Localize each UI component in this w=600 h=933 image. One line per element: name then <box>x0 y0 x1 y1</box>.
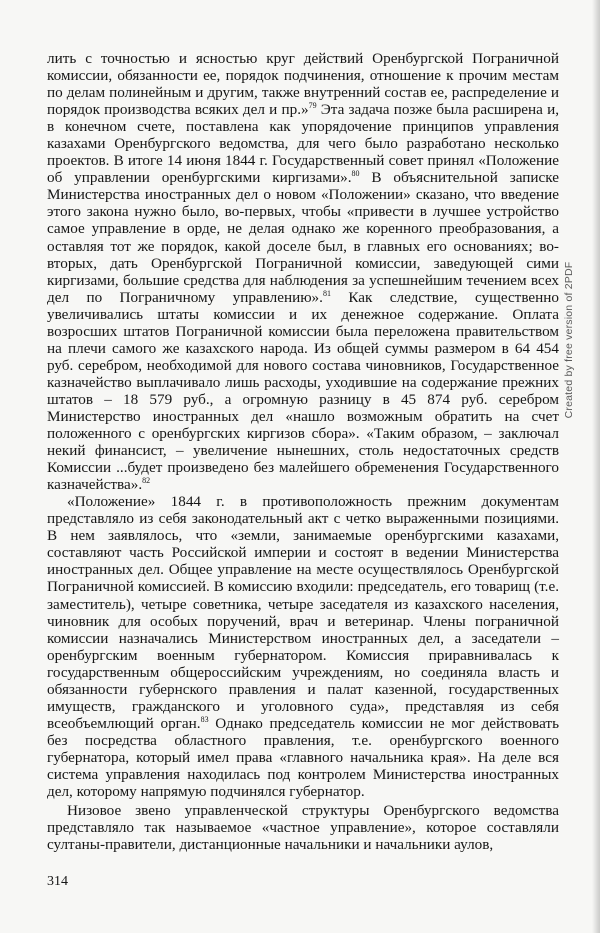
footnote-ref-80: 80 <box>351 169 360 179</box>
paragraph-2-run-2: Однако председатель комиссии не мог действовать без посредства областного правления, т.е. оренбургского военного губернатора, который имел права «главного начальника края». На деле вся система управления находилась под контролем Министерства иностранных дел, которому напрямую подчинялся губернатор. <box>47 714 559 801</box>
paragraph-1-run-1: лить с точностью и ясностью круг действий Оренбургской Пограничной комиссии, обязанности ее, порядок подчинения, отношение к прочим местам по делам полинейным и другим, также внутренний состав ее, распределение и порядок производства всяких дел и пр.» <box>47 50 559 119</box>
scan-edge-shadow <box>592 0 600 933</box>
footnote-ref-82: 82 <box>142 476 151 486</box>
paragraph-1-run-4: Как следствие, существенно увеличивались штаты комиссии и их денежное содержание. Оплата возросших штатов Пограничной комиссии была переложена правительством на плечи самого же казахского народа. Из общей суммы размером в 64 454 руб. серебром, необходимой для нового состава чиновников, Государственное казначейство выплачивало лишь расходы, уходившие на содержание прежних штатов – 18 579 руб., а огромную разницу в 45 874 руб. серебром Министерство иностранных дел «нашло возможным обратить на счет положенного с оренбургских киргизов сбора». «Таким образом, – заключал некий финансист, – увеличение нынешних, столь недостаточных средств Комиссии ...будет произведено без малейшего обременения Государственного казначейства». <box>47 288 559 494</box>
footnote-ref-83: 83 <box>200 714 209 724</box>
book-page-text <box>47 50 559 853</box>
paragraph-1-run-3: В объяснительной записке Министерства иностранных дел о новом «Положении» сказано, что введение этого закона нужно было, во-первых, чтобы «привести в лучшее устройство самое управление в орде, не делая однако же коренного преобразования, а оставляя тот же порядок, какой доселе был, в главных его основаниях; во-вторых, дать Оренбургской Пограничной комиссии, заведующей сими киргизами, большие средства для наблюдения за успешнейшим течением всех дел по Пограничному управлению». <box>47 169 559 306</box>
paragraph-2-run-1: «Положение» 1844 г. в противоположность прежним документам представляло из себя законодательный акт с четко выраженными позициями. В нем заявлялось, что «земли, занимаемые оренбургскими казахами, составляют часть Российской империи и состоят в ведении Министерства иностранных дел. Общее управление на месте осуществлялось Оренбургской Пограничной комиссией. В комиссию входили: председатель, его товарищ (т.е. заместитель), четыре советника, четыре заседателя из казахского населения, чиновник для особых поручений, врач и ветеринар. Члены пограничной комиссии назначались Министерством иностранных дел, а заседатели – оренбургским военным губернатором. Комиссия приравнивалась к государственным общероссийским учреждениям, но соединяла власть и обязанности губернского правления и палат казенной, государственных имуществ, гражданского и уголовного суда», представляя из себя всеобъемлющий орган. <box>47 493 559 732</box>
footnote-ref-79: 79 <box>308 101 317 111</box>
paragraph-1 <box>47 50 559 493</box>
paragraph-2 <box>47 493 559 800</box>
page-number: 314 <box>47 874 68 889</box>
footnote-ref-81: 81 <box>322 288 331 298</box>
paragraph-3 <box>47 802 559 853</box>
paragraph-1-run-2: Эта задача позже была расширена и, в конечном счете, поставлена как упорядочение принципов управления казахами Оренбургского ведомства, для чего было разработано несколько проектов. В итоге 14 июня 1844 г. Государственный совет принял «Положение об управлении оренбургскими киргизами». <box>47 101 560 187</box>
paragraph-3-run-1: Низовое звено управленческой структуры Оренбургского ведомства представляло так называемое «частное управление», которое составляли султаны-правители, дистанционные начальники и начальники аулов, <box>47 802 559 854</box>
watermark-text: Created by free version of 2PDF <box>563 261 575 419</box>
